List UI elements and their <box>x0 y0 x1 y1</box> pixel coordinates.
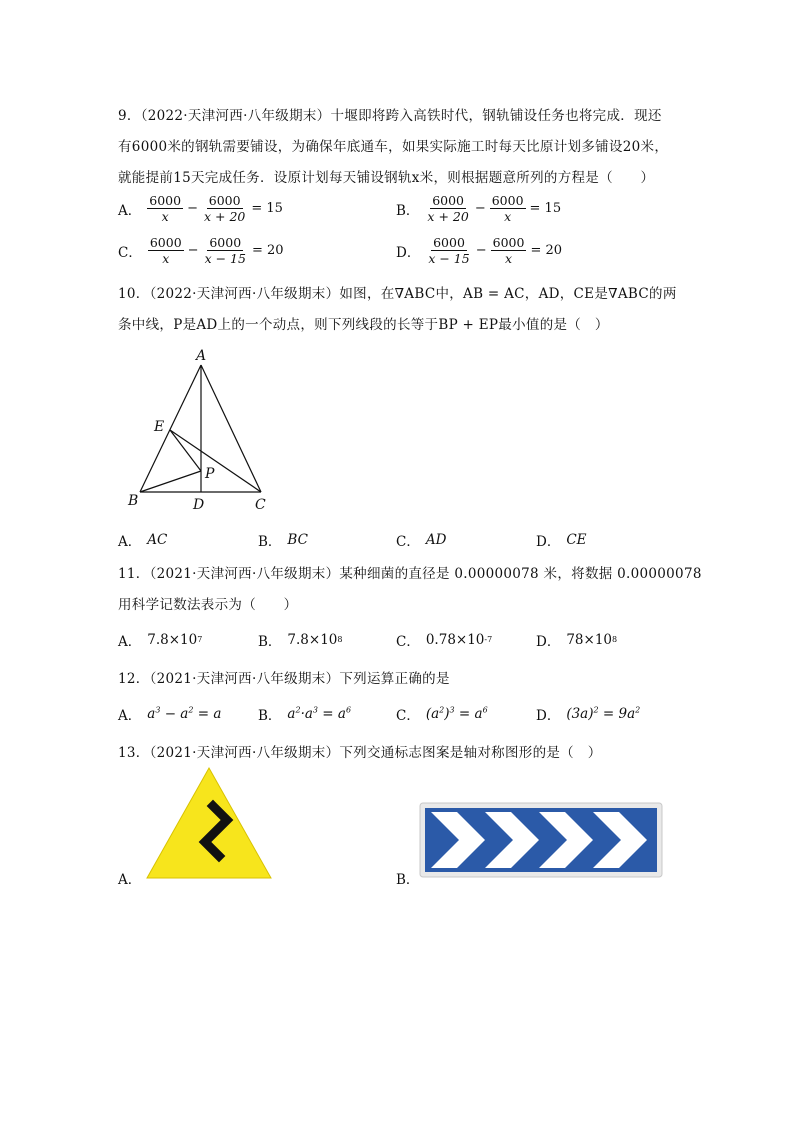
zigzag-road-sign-icon[interactable] <box>145 766 273 880</box>
label-b: B <box>128 493 139 509</box>
label-c: C <box>255 497 266 513</box>
segment-ab <box>140 365 201 492</box>
q11-line-1: 11．（2021·天津河西·八年级期末）某种细菌的直径是 0.00000078 米，将数据 0.00000078 <box>118 566 702 582</box>
label-p: P <box>205 466 215 482</box>
q10-option-a[interactable]: A． AC <box>118 532 168 550</box>
fraction: $\frac{6000}{x}$ <box>491 193 524 224</box>
q9-line-1: 9．（2022·天津河西·八年级期末）十堰即将跨入高铁时代，钢轨铺设任务也将完成．现还 <box>118 108 662 124</box>
q12-option-a[interactable]: A． $a^3 - a^2 = a$ <box>118 705 222 724</box>
q12-option-b[interactable]: B． $a^2\cdot a^3 = a^6$ <box>258 705 352 724</box>
segment-ep <box>170 430 201 471</box>
q11-line-2: 用科学记数法表示为（ ） <box>118 597 298 613</box>
q12-line-1: 12．（2021·天津河西·八年级期末）下列运算正确的是 <box>118 671 450 687</box>
q10-option-c[interactable]: C． AD <box>396 532 447 550</box>
fraction: $\frac{6000}{x - 15}$ <box>428 235 470 266</box>
label-d: D <box>193 497 205 513</box>
q9-option-c[interactable]: C． $\frac{6000}{x}$ − $\frac{6000}{x - 15}$ = 20 <box>118 235 284 266</box>
q11-option-b[interactable]: B． 7.8×10 8 <box>258 632 343 650</box>
q11-option-d[interactable]: D． 78×10 8 <box>536 632 618 650</box>
label-a: A <box>196 348 207 364</box>
q9-line-2: 有6000米的钢轨需要铺设，为确保年底通车，如果实际施工时每天比原计划多铺设20米， <box>118 139 669 155</box>
q9-option-a[interactable]: A． $\frac{6000}{x}$ − $\frac{6000}{x + 20}$ = 15 <box>118 193 283 224</box>
q13-option-b-label[interactable]: B． <box>396 872 420 888</box>
fraction: $\frac{6000}{x - 15}$ <box>204 235 246 266</box>
q9-option-b[interactable]: B． $\frac{6000}{x + 20}$ − $\frac{6000}{x}$ = 15 <box>396 193 562 224</box>
q12-option-c[interactable]: C． $(a^2)^3 = a^6$ <box>396 705 488 724</box>
q9-option-d[interactable]: D． $\frac{6000}{x - 15}$ − $\frac{6000}{x}$ = 20 <box>396 235 563 266</box>
q9-line-3: 就能提前15天完成任务．设原计划每天铺设钢轨x米，则根据题意所列的方程是（ ） <box>118 170 655 186</box>
fraction: $\frac{6000}{x}$ <box>149 235 182 266</box>
q13-line-1: 13．（2021·天津河西·八年级期末）下列交通标志图案是轴对称图形的是（ ） <box>118 745 602 761</box>
chevron-direction-sign-icon[interactable] <box>419 802 663 878</box>
fraction: $\frac{6000}{x + 20}$ <box>427 193 469 224</box>
q12-option-d[interactable]: D． $(3a)^2 = 9a^2$ <box>536 705 641 724</box>
q10-option-b[interactable]: B． BC <box>258 532 308 550</box>
triangle-figure <box>118 345 278 515</box>
q10-line-1: 10．（2022·天津河西·八年级期末）如图，在∇ABC中，AB = AC，AD，CE是∇ABC的两 <box>118 286 677 302</box>
fraction: $\frac{6000}{x}$ <box>492 235 525 266</box>
q11-option-a[interactable]: A． 7.8×10 7 <box>118 632 203 650</box>
q10-option-d[interactable]: D． CE <box>536 532 587 550</box>
q13-option-a-label[interactable]: A． <box>118 872 142 888</box>
label-e: E <box>154 419 165 435</box>
fraction: $\frac{6000}{x}$ <box>149 193 182 224</box>
q11-option-c[interactable]: C． 0.78×10 -7 <box>396 632 493 650</box>
fraction: $\frac{6000}{x + 20}$ <box>203 193 246 224</box>
q10-line-2: 条中线，P是AD上的一个动点，则下列线段的长等于BP + EP最小值的是（ ） <box>118 317 609 333</box>
segment-ce <box>170 430 261 492</box>
